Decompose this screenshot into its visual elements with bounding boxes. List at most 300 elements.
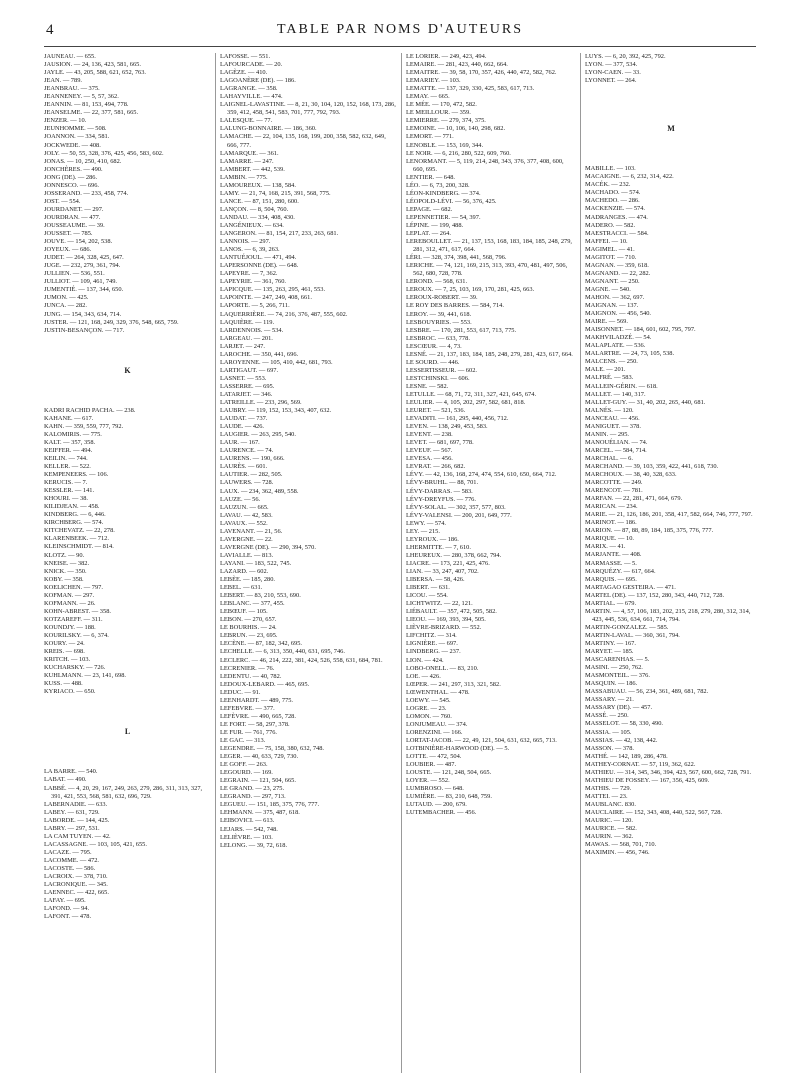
index-entry: LAFAY. — 695. (44, 897, 86, 905)
index-entry: MARYET. — 185. (585, 648, 634, 656)
index-entry: LEBLANC. — 377, 455. (220, 600, 285, 608)
index-entry: LAPORTE. — 5, 266, 711. (220, 302, 290, 310)
index-entry: JONCHÈRES. — 490. (44, 165, 103, 173)
index-entry: JONG (DE). — 286. (44, 173, 98, 181)
index-entry: MARCHOUX. — 38, 40, 328, 633. (585, 471, 677, 479)
index-entry: MARTIN. — 4, 57, 106, 183, 202, 215, 218, 279, 280, 312, 314, 423, 445, 536, 634, 661, 714, 794. (585, 607, 751, 623)
index-entry: LEREBOULLET. — 21, 137, 153, 168, 183, 184, 185, 248, 279, 281, 312, 471, 617, 664. (406, 238, 573, 254)
index-entry: LEGUEU. — 151, 185, 375, 776, 777. (220, 801, 320, 809)
index-entry: LŒWENTHAL. — 478. (406, 688, 470, 696)
index-entry: LAENNEC. — 422, 665. (44, 889, 109, 897)
index-entry: MARTIAL. — 679. (585, 599, 637, 607)
index-entry: MABILLE. — 103. (585, 165, 636, 173)
index-entry: MAHON. — 362, 697. (585, 293, 645, 301)
index-column-4 (580, 53, 757, 1073)
index-entry: MAFFEI. — 10. (585, 237, 628, 245)
index-entry: JEANNENEY. — 5, 57, 362. (44, 93, 119, 101)
index-entry: MARMASSE. — 5. (585, 559, 637, 567)
index-entry: LA CAM TUYEN. — 42. (44, 832, 111, 840)
index-entry: LEHMANN. — 375, 487, 618. (220, 809, 300, 817)
index-entry: JEANSELME. — 22, 377, 581, 665. (44, 109, 139, 117)
index-entry: LALESQUE. — 77. (220, 117, 273, 125)
index-entry: LEMAIRE. — 281, 423, 440, 662, 664. (406, 61, 508, 69)
index-entry: MARIX. — 41. (585, 543, 626, 551)
index-entry: JOURDANET. — 297. (44, 205, 104, 213)
index-entry: MARICAN. — 234. (585, 503, 638, 511)
index-entry: KAHN. — 359, 559, 777, 792. (44, 422, 124, 430)
index-entry: LEVEUF. — 567. (406, 447, 453, 455)
index-entry: LESTCHINSKI. — 606. (406, 374, 470, 382)
index-entry: LABRY. — 297, 531. (44, 824, 100, 832)
index-entry: LAUDE. — 426. (220, 423, 265, 431)
index-entry: MALNÉS. — 120. (585, 406, 634, 414)
index-entry: LEIBOVICI. — 613. (220, 817, 275, 825)
index-entry: MATHIEU. — 314, 345, 346, 394, 423, 567, 600, 662, 728, 791. (585, 768, 752, 776)
index-entry: LUYS. — 6, 20, 392, 425, 792. (585, 53, 666, 60)
index-entry: LAIGNEL-LAVASTINE. — 8, 21, 30, 104, 120, 152, 168, 173, 286, 359, 412, 458, 541, 583, 701, 777, 792, 793. (220, 101, 396, 117)
index-entry: LICOU. — 554. (406, 592, 448, 600)
index-entry: LABBÉ. — 4, 20, 29, 167, 249, 263, 279, 286, 311, 313, 327, 391, 421, 553, 568, 581, 632, 696, 729. (44, 784, 203, 800)
index-entry: LECHELLE. — 6, 313, 350, 440, 631, 695, 746. (220, 648, 345, 656)
index-entry: MAXIMIN. — 456, 746. (585, 849, 650, 857)
index-entry: MALE. — 201. (585, 366, 626, 374)
index-entry: LEMAY. — 665. (406, 93, 450, 101)
index-entry: LÉO. — 6, 73, 200, 328. (406, 181, 470, 189)
index-entry: MANIN. — 295. (585, 430, 630, 438)
index-entry: LEGRAND. — 297, 713. (220, 793, 286, 801)
index-entry: LÉVY-BRUHL. — 88, 701. (406, 479, 479, 487)
index-entry: MACKENZIE. — 574. (585, 205, 645, 213)
index-entry: MAIGNON. — 456, 540. (585, 310, 652, 318)
index-entry: LANDAU. — 334, 408, 430. (220, 213, 295, 221)
index-entry: LOBO-ONELL. — 83, 210. (406, 664, 479, 672)
index-entry: MAGNANT. — 250. (585, 277, 640, 285)
index-entry: MASSABUAU. — 56, 234, 361, 489, 681, 782. (585, 688, 709, 696)
index-entry: LE MÉE. — 170, 472, 582. (406, 101, 477, 109)
index-entry: JEAN. — 789. (44, 77, 82, 85)
index-entry: LEBERT. — 83, 210, 553, 690. (220, 592, 301, 600)
index-entry: LECÈNE. — 87, 182, 342, 695. (220, 640, 303, 648)
index-entry: LAMACHE. — 22, 104, 135, 168, 199, 200, 358, 582, 632, 649, 666, 777. (220, 133, 386, 149)
index-entry: LORENZINI. — 166. (406, 728, 463, 736)
index-entry: KILIDJEAN. — 458. (44, 503, 100, 511)
index-entry: JUNCA. — 282. (44, 302, 87, 310)
index-entry: LOTTE. — 472, 504. (406, 753, 462, 761)
index-entry: LAYANI. — 183, 522, 745. (220, 559, 292, 567)
index-entry: LŒPER. — 241, 297, 313, 321, 582. (406, 680, 501, 688)
index-entry: MALARTRE. — 24, 73, 105, 538. (585, 350, 675, 358)
index-entry: JONAS. — 10, 250, 410, 682. (44, 157, 122, 165)
index-entry: LAMARRE. — 247. (220, 157, 274, 165)
index-entry: LAUWERS. — 728. (220, 479, 274, 487)
index-entry: JONNESCO. — 696. (44, 181, 100, 189)
index-entry: LENOBLE. — 153, 169, 344. (406, 141, 484, 149)
index-entry: LABEY. — 631, 729. (44, 808, 100, 816)
index-entry: LAMBIN. — 775. (220, 173, 268, 181)
index-entry: JOUVE. — 154, 202, 538. (44, 238, 113, 246)
index-entry: LAUX. — 234, 362, 489, 558. (220, 487, 299, 495)
index-entry: JEUNHOMME. — 508. (44, 125, 107, 133)
index-entry: LECLERC. — 46, 214, 222, 381, 424, 526, 558, 631, 684, 781. (220, 656, 383, 664)
index-entry: KADRI RACHID PACHA. — 238. (44, 406, 136, 414)
index-entry: LE NOIR. — 6, 216, 280, 522, 609, 760. (406, 149, 511, 157)
index-entry: LIBERT. — 631. (406, 584, 450, 592)
index-entry: LE MEILLOUR. — 359. (406, 109, 471, 117)
index-entry: LUMBROSO. — 648. (406, 785, 464, 793)
index-entry: LEDOUX-LEBARD. — 465, 695. (220, 680, 310, 688)
index-entry: JUNG. — 154, 343, 634, 714. (44, 310, 122, 318)
index-entry: MACAIGNE. — 6, 232, 314, 422. (585, 173, 674, 181)
index-entry: MARTIN-GONZALEZ. — 585. (585, 623, 669, 631)
index-entry: MANOUÉLIAN. — 74. (585, 438, 648, 446)
index-entry: MATHEY-CORNAT. — 57, 119, 362, 622. (585, 760, 696, 768)
index-entry: JOST. — 554. (44, 197, 81, 205)
index-entry: LANGERON. — 81, 154, 217, 233, 263, 681. (220, 230, 339, 238)
index-entry: LAMARQUE. — 361. (220, 149, 279, 157)
index-entry: KOHN-ABREST. — 358. (44, 607, 111, 615)
index-entry: JUMON. — 425. (44, 294, 89, 302)
index-entry: JOUSSEAUME. — 39. (44, 221, 105, 229)
index-entry: LATARJET. — 346. (220, 390, 273, 398)
index-entry: KLEINSCHMIDT. — 814. (44, 543, 114, 551)
index-entry: LÉRI. — 328, 374, 398, 441, 568, 796. (406, 254, 507, 262)
index-entry: LEMOINE. — 10, 106, 140, 298, 682. (406, 125, 506, 133)
index-entry: MAGNAND. — 22, 282. (585, 269, 651, 277)
index-entry: LAUR. — 167. (220, 439, 260, 447)
index-entry: LAPICQUE. — 135, 263, 295, 461, 553. (220, 286, 326, 294)
index-entry: LEY. — 215. (406, 527, 440, 535)
index-entry: JUMENTIÉ. — 137, 344, 650. (44, 286, 124, 294)
index-entry: LALUNG-BONNAIRE. — 186, 360. (220, 125, 317, 133)
index-entry: LELIÈVRE. — 103. (220, 833, 273, 841)
index-entry: LOE. — 426. (406, 672, 441, 680)
index-entry: LANNOIS. — 297. (220, 238, 271, 246)
section-letter: M (667, 124, 675, 134)
index-entry: LEMAITRE. — 39, 58, 170, 357, 426, 440, 472, 582, 762. (406, 69, 557, 77)
index-entry: LEWY. — 574. (406, 519, 446, 527)
index-entry: LOEWY. — 545. (406, 696, 451, 704)
index-entry: LESBOUYRIES. — 553. (406, 318, 472, 326)
index-entry: MASSARY (DE). — 457. (585, 704, 653, 712)
index-entry: LÉVY-SOLAL. — 302, 357, 577, 803. (406, 503, 506, 511)
index-entry: MARQUIS. — 695. (585, 575, 637, 583)
index-entry: MAGIMEL. — 41. (585, 245, 635, 253)
index-entry: LASNET. — 553. (220, 374, 267, 382)
index-entry: MAIRE. — 569. (585, 318, 628, 326)
index-entry: LAVAUX. — 552. (220, 519, 268, 527)
index-entry: LOUSTE. — 121, 248, 504, 665. (406, 769, 492, 777)
index-entry: LABORDE. — 144, 425. (44, 816, 110, 824)
index-entry: LANGÉNIEUX. — 634. (220, 221, 284, 229)
index-entry: KRITCH. — 103. (44, 656, 91, 664)
index-entry: KNICK. — 350. (44, 567, 87, 575)
index-entry: LEMATTE. — 137, 329, 330, 425, 583, 617, 713. (406, 85, 535, 93)
index-entry: LESSERTISSEUR. — 602. (406, 366, 477, 374)
index-entry: LAPEYRIE. — 361, 760. (220, 278, 287, 286)
index-entry: LOTBINIÈRE-HARWOOD (DE). — 5. (406, 745, 510, 753)
index-entry: MAIGNAN. — 137. (585, 302, 639, 310)
index-entry: LARJET. — 247. (220, 342, 265, 350)
index-entry: MALLET. — 140, 317. (585, 390, 646, 398)
index-entry: LAGÈZE. — 410. (220, 69, 268, 77)
index-entry: LAHAYVILLE. — 474. (220, 93, 283, 101)
index-entry: LIÉBAULT. — 357, 472, 505, 582. (406, 608, 497, 616)
index-entry: LACASSAGNE. — 103, 105, 421, 655. (44, 840, 147, 848)
index-entry: MARIQUE. — 10. (585, 535, 634, 543)
index-entry: LÉPINE. — 199, 488. (406, 221, 464, 229)
index-entry: LIAN. — 33, 247, 407, 702. (406, 568, 479, 575)
index-entry: MATTEI. — 23. (585, 792, 628, 800)
index-entry: JOLY. — 50, 55, 328, 376, 425, 456, 583, 602. (44, 149, 164, 157)
index-entry: LESNÉ. — 21, 137, 183, 184, 185, 248, 279, 281, 423, 617, 664. (406, 350, 573, 358)
index-entry: LEJARS. — 542, 748. (220, 825, 278, 833)
index-entry: KITCHEVATZ. — 22, 278. (44, 527, 115, 535)
index-entry: KHOURI. — 38. (44, 495, 89, 503)
index-entry: MASSIA. — 105. (585, 728, 632, 736)
index-entry: LEMARIEY. — 103. (406, 77, 461, 85)
index-entry: LARTIGAUT. — 697. (220, 366, 279, 374)
index-entry: LESNE. — 582. (406, 382, 449, 390)
index-entry: LAUDAT. — 737. (220, 415, 268, 423)
index-entry: LANÇON. — 8, 504, 760. (220, 205, 289, 213)
index-entry: LORTAT-JACOB. — 22, 49, 121, 504, 631, 632, 665, 713. (406, 736, 557, 744)
index-entry: LAUBRY. — 119, 152, 153, 343, 407, 632. (220, 407, 332, 415)
index-entry: LÉOPOLD-LÉVI. — 56, 376, 425. (406, 197, 497, 205)
index-entry: LEBÈE. — 185, 280. (220, 576, 276, 584)
index-entry: LE SOURD. — 446. (406, 358, 460, 366)
index-entry: KEIFFER. — 494. (44, 446, 93, 454)
index-entry: LAURÈS. — 601. (220, 463, 268, 471)
index-entry: LEMORT. — 771. (406, 133, 454, 141)
index-entry: MASSIAS. — 42, 138, 442. (585, 736, 658, 744)
index-entry: LAUTIER. — 282, 505. (220, 471, 283, 479)
index-entry: LEDUC. — 91. (220, 688, 261, 696)
index-entry: LEENHARDT. — 489, 775. (220, 696, 294, 704)
index-entry: LACAZE. — 795. (44, 848, 92, 856)
index-entry: LICHTWITZ. — 22, 121. (406, 600, 473, 608)
index-entry: MASSELOT. — 58, 330, 490. (585, 720, 663, 728)
index-entry: LAGOANÈRE (DE). — 186. (220, 77, 296, 85)
index-entry: LE GRAND. — 23, 275. (220, 785, 285, 793)
index-entry: MACHEDO. — 286. (585, 197, 640, 205)
index-entry: KIRCHBERG. — 574. (44, 519, 104, 527)
index-entry: LECRENIER. — 76. (220, 664, 275, 672)
index-entry: KUHLMANN. — 23, 141, 698. (44, 672, 127, 680)
index-entry: LESBRE. — 170, 281, 553, 617, 713, 775. (406, 326, 517, 334)
index-entry: MARION. — 87, 88, 89, 184, 185, 375, 776, 777. (585, 527, 714, 535)
index-entry: LION. — 424. (406, 656, 444, 664)
index-entry: MADERO. — 582. (585, 221, 636, 229)
index-entry: MANCEAU. — 456. (585, 414, 640, 422)
index-entry: MASSÉ. — 250. (585, 712, 629, 720)
index-entry: JULLIEN. — 536, 551. (44, 270, 105, 278)
index-entry: KOFMANN. — 26. (44, 599, 96, 607)
index-entry: LIÈVRE-BRIZARD. — 552. (406, 624, 482, 632)
index-entry: LÉVY-VALENSI. — 200, 201, 649, 777. (406, 511, 512, 519)
index-entry: LYON. — 377, 534. (585, 61, 638, 69)
index-entry: KYRIACO. — 650. (44, 688, 96, 696)
index-entry: MARIE. — 21, 126, 186, 201, 358, 417, 582, 664, 746, 777, 797. (585, 511, 753, 519)
index-entry: LANOS. — 6, 39, 263. (220, 246, 280, 254)
index-entry: LEYROUX. — 186. (406, 535, 459, 543)
index-entry: LATREILLE. — 233, 296, 569. (220, 399, 302, 407)
index-entry: MATHIEU DE FOSSEY. — 167, 356, 425, 609. (585, 776, 710, 784)
index-entry: LOGRE. — 23. (406, 704, 447, 712)
index-entry: MAUBLANC. 830. (585, 800, 636, 808)
index-entry: LASSERRE. — 695. (220, 382, 275, 390)
index-entry: LESCŒUR. — 4, 73. (406, 342, 462, 350)
index-entry: JOYEUX. — 686. (44, 246, 92, 254)
index-entry: LANCE. — 87, 151, 280, 600. (220, 197, 299, 205)
index-entry: MASSARY. — 21. (585, 696, 634, 704)
index-entry: KUSS. — 488. (44, 680, 83, 688)
index-entry: LEGOURD. — 169. (220, 769, 273, 777)
index-entry: LE FORT. — 58, 297, 378. (220, 720, 290, 728)
index-entry: LEDENTU. — 40, 782. (220, 672, 282, 680)
index-entry: LUTAUD. — 200, 679. (406, 801, 467, 809)
index-entry: LÉVY-DARRAS. — 583. (406, 487, 473, 495)
index-entry: MANIGUET. — 378. (585, 422, 641, 430)
index-entry: LENTIER. — 648. (406, 173, 455, 181)
index-entry: LEPAGE. — 682. (406, 205, 453, 213)
index-entry: LEROUX-ROBERT. — 39. (406, 294, 478, 302)
index-entry: LÉON-KINDBERG. — 374. (406, 189, 481, 197)
index-entry: JOSSERAND. — 233, 458, 774. (44, 189, 129, 197)
index-entry: LAVAU. — 42, 583. (220, 511, 273, 519)
index-entry: MALLET-GUY. — 31, 40, 202, 265, 440, 681. (585, 398, 706, 406)
index-entry: LESBROC. — 633, 778. (406, 334, 470, 342)
index-entry: LAMOUREUX. — 138, 584. (220, 181, 296, 189)
index-entry: LE GOFF. — 263. (220, 761, 268, 769)
index-entry: LEGER. — 40, 633, 729, 730. (220, 753, 299, 761)
index-entry: LAQUIÈRE. — 119. (220, 318, 275, 326)
index-entry: KOURY. — 24. (44, 640, 85, 648)
index-entry: LOYER. — 552. (406, 777, 450, 785)
index-entry: LEVESA. — 456. (406, 455, 453, 463)
index-entry: MAKHVILADZÉ. — 54. (585, 334, 652, 342)
index-entry: KLOTZ. — 90. (44, 551, 85, 559)
index-entry: LEVET. — 681, 697, 778. (406, 439, 474, 447)
index-entry: JAUSION. — 24, 136, 423, 581, 665. (44, 61, 141, 69)
index-entry: LELONG. — 39, 72, 618. (220, 841, 288, 849)
index-entry: MARTINY. — 167. (585, 640, 636, 647)
index-entry: KESSLER. — 141. (44, 487, 95, 495)
index-entry: LONJUMEAU. — 374. (406, 720, 468, 728)
index-entry: LACOMME. — 472. (44, 856, 100, 864)
index-entry: JULLIOT. — 109, 461, 749. (44, 278, 118, 286)
index-entry: MALCENS. — 250. (585, 358, 638, 366)
header-rule (44, 46, 756, 47)
index-entry: LENORMANT. — 5, 119, 214, 248, 343, 376, 377, 408, 600, 660, 695. (406, 157, 564, 173)
index-column-3 (401, 53, 580, 1073)
index-entry: LEBRUN. — 23, 695. (220, 632, 278, 640)
index-entry: MADRANGES. — 474. (585, 213, 648, 221)
index-entry: MARJANTE. — 408. (585, 551, 642, 559)
index-entry: MARQUÉZY. — 617, 664. (585, 567, 656, 575)
index-entry: LEBON. — 270, 657. (220, 616, 277, 624)
index-entry: MASSON. — 378. (585, 744, 635, 752)
index-entry: LIACRE. — 173, 221, 425, 476. (406, 559, 490, 567)
index-entry: MARCEL. — 584, 714. (585, 446, 647, 454)
index-entry: MALLEIN-GÉRIN. — 618. (585, 382, 658, 390)
index-entry: MALFRÉ. — 583. (585, 374, 634, 382)
index-entry: LAMY. — 21, 74, 168, 215, 391, 568, 775. (220, 189, 331, 197)
index-entry: LYONNET. — 264. (585, 77, 637, 85)
index-entry: LEBEL. — 631. (220, 584, 263, 592)
index-entry: MARINOT. — 186. (585, 519, 637, 527)
index-entry: MASMONTEIL. — 376. (585, 672, 650, 680)
index-entry: MARTIN-LAVAL. — 360, 361, 794. (585, 631, 680, 639)
index-entry: LEROND. — 568, 631. (406, 278, 468, 286)
index-entry: LAURENCE. — 74. (220, 447, 274, 455)
index-entry: LEURET. — 521, 536. (406, 407, 466, 415)
index-entry: MATHÉ. — 142, 189, 286, 478. (585, 752, 668, 760)
index-entry: JEANNIN. — 81, 153, 494, 778. (44, 101, 129, 109)
index-entry: MACÉK. — 232. (585, 181, 631, 189)
index-entry: JUSTER. — 121, 168, 249, 329, 376, 548, 665, 759. (44, 318, 179, 326)
index-entry: KALOMIRIS. — 775. (44, 430, 102, 438)
index-entry: MARTAGAO GESTEIRA. — 471. (585, 583, 676, 591)
index-entry: LIFCHITZ. — 314. (406, 632, 457, 640)
index-entry: MAURICE. — 582. (585, 825, 637, 833)
index-entry: LA BARRE. — 540. (44, 768, 98, 776)
index-entry: KEILIN. — 744. (44, 454, 88, 462)
index-entry: LAMBERT. — 442, 539. (220, 165, 285, 173)
index-entry: JOURDRAN. — 477. (44, 213, 101, 221)
index-entry: LEGENDRE. — 75, 158, 380, 632, 748. (220, 745, 325, 753)
index-entry: MACHADO. — 574. (585, 189, 641, 197)
index-entry: LAUGIER. — 263, 295, 540. (220, 431, 296, 439)
index-entry: KAHANE. — 617. (44, 414, 94, 422)
index-entry: MAGNAN. — 359, 618. (585, 261, 649, 269)
index-entry: LAUZUN. — 665. (220, 503, 269, 511)
index-entry: KELLER. — 522. (44, 463, 91, 471)
index-entry: LAUZE. — 56. (220, 495, 261, 503)
index-entry: MARCHAL. — 6. (585, 454, 633, 462)
index-entry: MARCOTTE. — 249. (585, 479, 643, 487)
index-entry: LOUBIER. — 487. (406, 761, 457, 769)
index-entry: LEROUX. — 7, 25, 103, 169, 170, 281, 425, 663. (406, 286, 535, 294)
index-entry: LAPERSONNE (DE). — 648. (220, 262, 299, 270)
index-entry: LE FUR. — 761, 776. (220, 728, 277, 736)
index-entry: LEVRAT. — 266, 682. (406, 463, 466, 471)
index-entry: LARGEAU. — 201. (220, 334, 273, 342)
index-entry: LAVERGNE (DE). — 290, 394, 570. (220, 543, 316, 551)
index-entry: LAROYENNE. — 105, 410, 442, 681, 793. (220, 358, 333, 366)
index-entry: MASQUIN. — 186. (585, 680, 638, 688)
index-entry: MAURIC. — 120. (585, 817, 633, 825)
index-entry: LAURENS. — 190, 666. (220, 455, 285, 463)
index-entry: LEROY. — 39, 441, 618. (406, 310, 472, 318)
index-entry: LAVIALLE. — 813. (220, 551, 274, 559)
index-entry: JUSTIN-BESANÇON. — 717. (44, 326, 125, 334)
index-entry: LYON-CAEN. — 33. (585, 69, 641, 77)
index-entry: LUTEMBACHER. — 456. (406, 809, 477, 817)
index-column-1 (44, 53, 215, 1073)
index-entry: JOCKWEDE. — 408. (44, 141, 101, 149)
index-entry: JUGE. — 232, 279, 361, 794. (44, 262, 121, 270)
index-entry: KOURILSKY. — 6, 374. (44, 632, 109, 639)
index-entry: LEPENNETIER. — 54, 397. (406, 213, 481, 221)
index-entry: LAPOINTE. — 247, 249, 408, 661. (220, 294, 312, 302)
index-entry: JEANBRAU. — 375. (44, 85, 100, 93)
index-entry: MAURIN. — 362. (585, 833, 634, 841)
index-entry: LEFEBVRE. — 377. (220, 704, 275, 712)
index-entry: MAWAS. — 568, 701, 710. (585, 841, 657, 849)
index-entry: MAUCLAIRE. — 152, 343, 408, 440, 522, 567, 728. (585, 808, 723, 816)
index-entry: KINDBERG. — 6, 446. (44, 511, 106, 519)
index-entry: LOMON. — 760. (406, 712, 452, 720)
